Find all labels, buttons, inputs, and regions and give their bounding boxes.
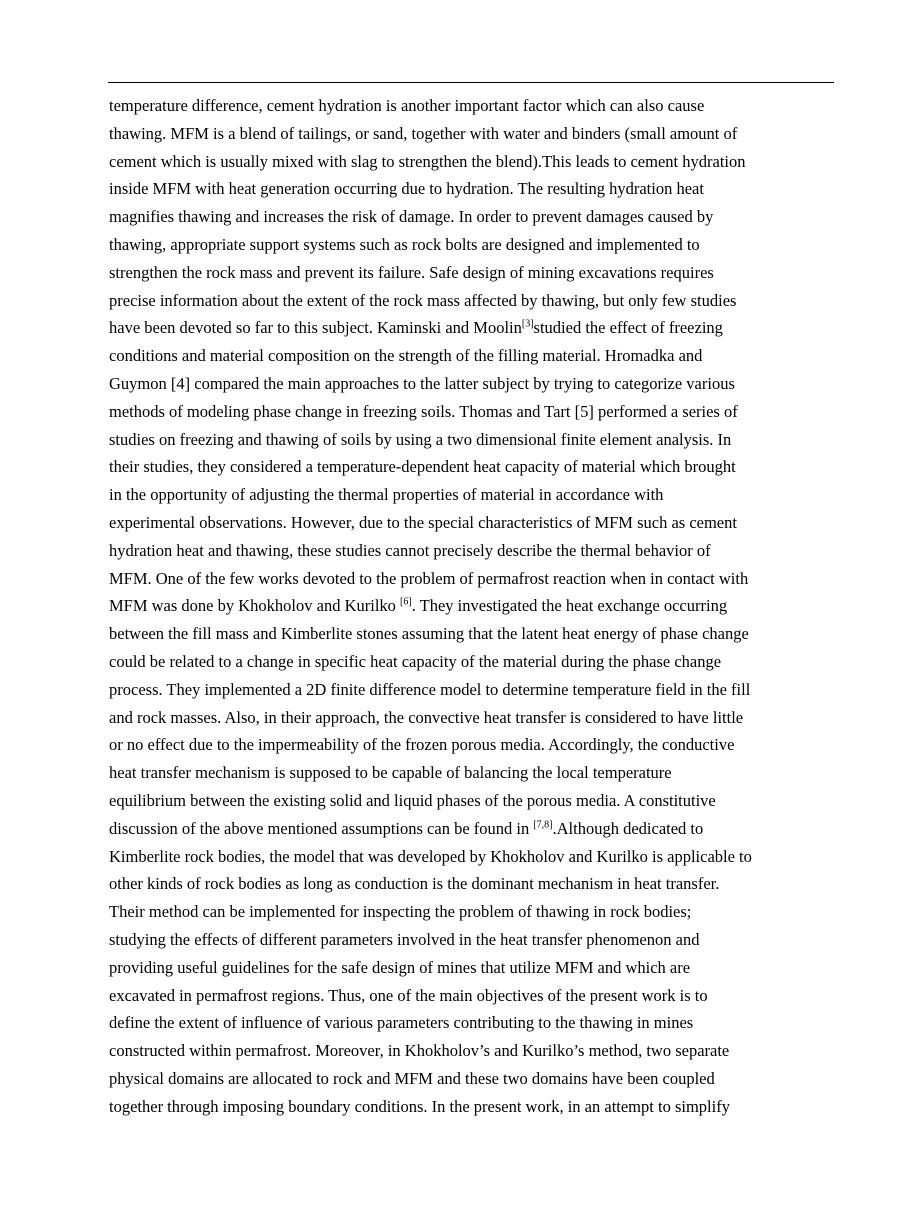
text-span: strengthen the rock mass and prevent its failure. Safe design of mining excavations requires xyxy=(109,262,714,282)
text-line xyxy=(109,843,849,871)
text-span: studying the effects of different parameters involved in the heat transfer phenomenon and xyxy=(109,929,700,949)
text-span: excavated in permafrost regions. Thus, one of the main objectives of the present work is to xyxy=(109,985,708,1005)
text-span: together through imposing boundary conditions. In the present work, in an attempt to simplify xyxy=(109,1096,730,1116)
text-span: hydration heat and thawing, these studies cannot precisely describe the thermal behavior of xyxy=(109,540,711,560)
text-span: Kimberlite rock bodies, the model that was developed by Khokholov and Kurilko is applicable to xyxy=(109,846,752,866)
text-line xyxy=(109,148,849,176)
text-line xyxy=(109,398,849,426)
text-span: in the opportunity of adjusting the thermal properties of material in accordance with xyxy=(109,485,664,505)
body-paragraph xyxy=(109,92,849,1120)
text-span: . They investigated the heat exchange occurring xyxy=(411,596,728,616)
text-line xyxy=(109,982,849,1010)
text-line xyxy=(109,370,849,398)
text-line xyxy=(109,481,849,509)
citation-superscript: [7,8] xyxy=(533,819,553,831)
text-span: constructed within permafrost. Moreover, in Khokholov’s and Kurilko’s method, two separate xyxy=(109,1041,730,1061)
citation-superscript: [6] xyxy=(400,596,412,608)
text-line xyxy=(109,1093,849,1121)
text-line xyxy=(109,954,849,982)
header-rule xyxy=(108,82,834,83)
text-span: thawing. MFM is a blend of tailings, or sand, together with water and binders (small amount of xyxy=(109,123,738,143)
text-line xyxy=(109,565,849,593)
text-line xyxy=(109,537,849,565)
text-line xyxy=(109,453,849,481)
text-span: magnifies thawing and increases the risk of damage. In order to prevent damages caused by xyxy=(109,207,714,227)
text-line xyxy=(109,426,849,454)
text-line xyxy=(109,926,849,954)
text-line xyxy=(109,648,849,676)
text-span: conditions and material composition on the strength of the filling material. Hromadka and xyxy=(109,346,703,366)
text-span: or no effect due to the impermeability of the frozen porous media. Accordingly, the conductive xyxy=(109,735,735,755)
text-span: equilibrium between the existing solid and liquid phases of the porous media. A constitutive xyxy=(109,790,716,810)
text-line xyxy=(109,815,849,843)
text-span: other kinds of rock bodies as long as conduction is the dominant mechanism in heat transfer. xyxy=(109,874,720,894)
text-span: studies on freezing and thawing of soils by using a two dimensional finite element analysis. In xyxy=(109,429,732,449)
citation-superscript: [3] xyxy=(521,318,534,330)
text-span: studied the effect of freezing xyxy=(533,318,723,338)
text-span: could be related to a change in specific heat capacity of the material during the phase change xyxy=(109,651,722,671)
text-line xyxy=(109,704,849,732)
text-span: inside MFM with heat generation occurring due to hydration. The resulting hydration heat xyxy=(109,179,704,199)
text-span: physical domains are allocated to rock and MFM and these two domains have been coupled xyxy=(109,1068,715,1088)
text-span: experimental observations. However, due to the special characteristics of MFM such as cement xyxy=(109,512,737,532)
text-span: and rock masses. Also, in their approach, the convective heat transfer is considered to have little xyxy=(109,707,744,727)
text-line xyxy=(109,731,849,759)
text-line xyxy=(109,259,849,287)
text-span: temperature difference, cement hydration is another important factor which can also cause xyxy=(109,96,705,115)
text-span: define the extent of influence of various parameters contributing to the thawing in mines xyxy=(109,1013,694,1033)
text-span: Guymon [4] compared the main approaches to the latter subject by trying to categorize various xyxy=(109,373,735,393)
text-line xyxy=(109,1009,849,1037)
text-span: precise information about the extent of the rock mass affected by thawing, but only few studies xyxy=(109,290,737,310)
text-line xyxy=(109,120,849,148)
text-span: discussion of the above mentioned assumptions can be found in xyxy=(109,818,534,838)
text-span: thawing, appropriate support systems such as rock bolts are designed and implemented to xyxy=(109,234,700,254)
text-line xyxy=(109,1037,849,1065)
text-line xyxy=(109,592,849,620)
text-line xyxy=(109,231,849,259)
text-line xyxy=(109,314,849,342)
text-span: Their method can be implemented for inspecting the problem of thawing in rock bodies; xyxy=(109,902,692,922)
text-line xyxy=(109,676,849,704)
text-span: their studies, they considered a temperature-dependent heat capacity of material which brought xyxy=(109,457,736,477)
text-line xyxy=(109,787,849,815)
text-line xyxy=(109,620,849,648)
text-span: between the fill mass and Kimberlite stones assuming that the latent heat energy of phase change xyxy=(109,624,749,644)
text-span: cement which is usually mixed with slag to strengthen the blend).This leads to cement hydration xyxy=(109,151,746,171)
text-line xyxy=(109,870,849,898)
text-line xyxy=(109,509,849,537)
text-span: heat transfer mechanism is supposed to be capable of balancing the local temperature xyxy=(109,763,672,783)
text-span: .Although dedicated to xyxy=(552,818,704,838)
text-line xyxy=(109,92,849,120)
text-line xyxy=(109,287,849,315)
text-line xyxy=(109,342,849,370)
text-span: methods of modeling phase change in freezing soils. Thomas and Tart [5] performed a series of xyxy=(109,401,738,421)
text-span: MFM was done by Khokholov and Kurilko xyxy=(109,596,401,616)
text-line xyxy=(109,175,849,203)
text-span: MFM. One of the few works devoted to the problem of permafrost reaction when in contact with xyxy=(109,568,749,588)
text-line xyxy=(109,1065,849,1093)
text-span: providing useful guidelines for the safe design of mines that utilize MFM and which are xyxy=(109,957,691,977)
text-line xyxy=(109,203,849,231)
text-span: process. They implemented a 2D finite difference model to determine temperature field in the fill xyxy=(109,679,751,699)
text-line xyxy=(109,898,849,926)
text-line xyxy=(109,759,849,787)
text-span: have been devoted so far to this subject. Kaminski and Moolin xyxy=(109,318,522,338)
